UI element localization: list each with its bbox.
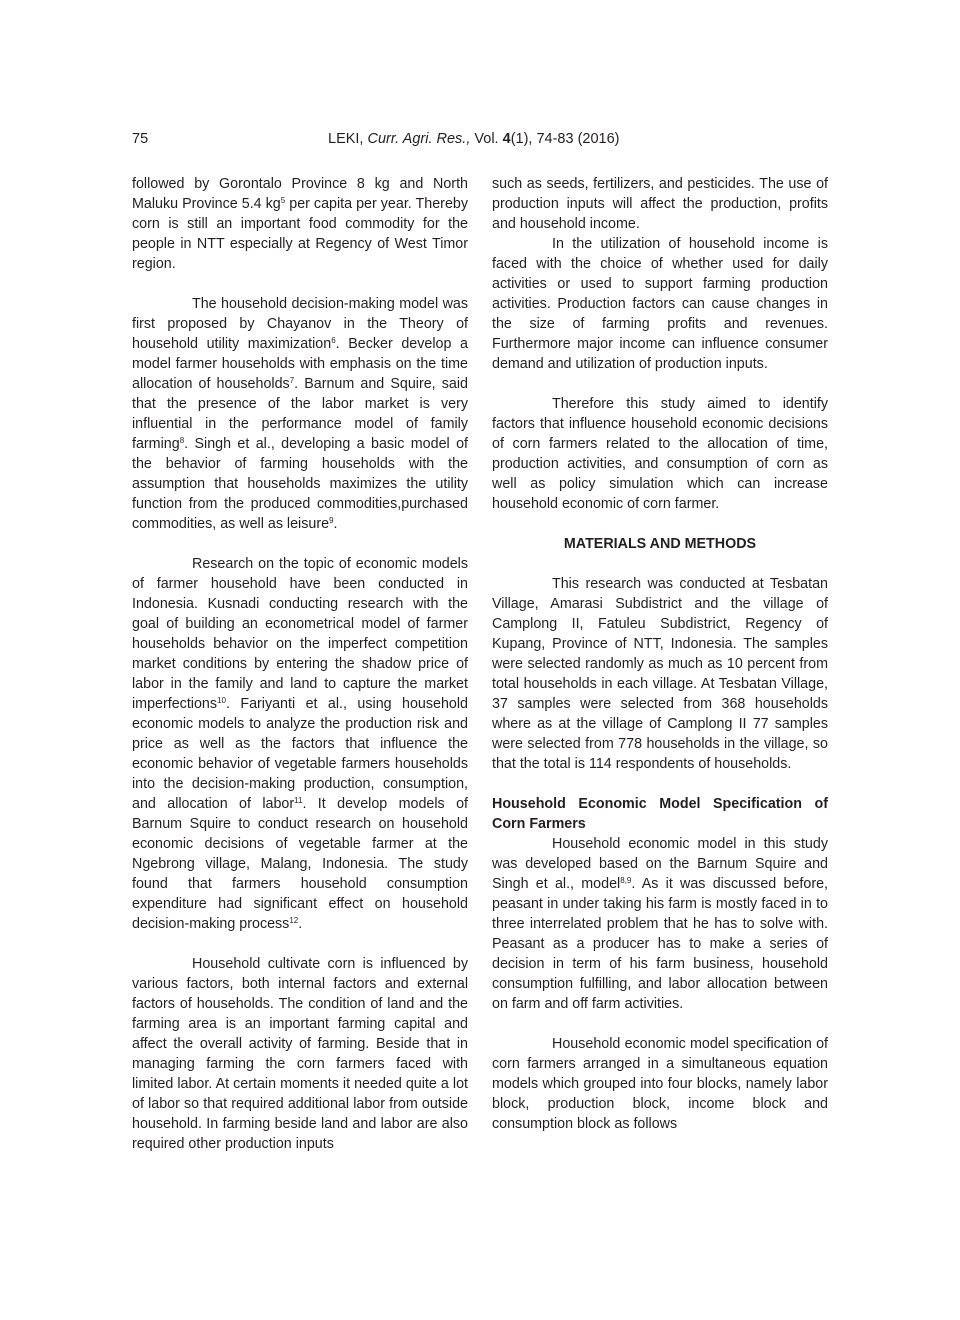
paragraph: This research was conducted at Tesbatan Village, Amarasi Subdistrict and the village of Camplong II, Fatuleu Subdistrict, Regency of Kupang, Province of NTT, Indonesia. The samples were selected randomly as much as 10 percent from total households in each village. At Tesbatan Village, 37 samples were selected from 368 households where as at the village of Camplong II 77 samples were selected from 778 households in the village, so that the total is 114 respondents of households. [492,576,828,772]
paragraph: Household economic model in this study was developed based on the Barnum Squire and Singh et al., model$^{8,9}$. As it was discussed before, peasant in under taking his farm is mostly faced in to three interrelated problem that he has to solve with. Peasant as a producer has to make a series of decision in term of his farm business, household consumption fulfilling, and labor allocation between on farm and off farm activities. [492,836,829,1012]
subsection-heading: Household Economic Model Specification of Corn Farmers [492,796,828,832]
citation-ref: 5 [280,196,286,205]
journal-name: Curr. Agri. Res., [367,131,471,147]
citation-ref: 10 [217,696,226,705]
citation-ref: 9 [329,516,334,525]
citation-ref: 7 [289,376,295,385]
paragraph: Household economic model specification of corn farmers arranged in a simultaneous equation models which grouped into four blocks, namely labor block, production block, income block and consumption block as follows [492,1036,828,1132]
left-column [132,174,468,1154]
volume: 4 [502,131,511,147]
journal-citation [328,129,620,149]
citation-ref: 12 [289,916,299,925]
citation-ref: 6 [331,336,336,345]
section-heading: MATERIALS AND METHODS [563,536,757,552]
paragraph: Research on the topic of economic models of farmer household have been conducted in Indonesia. Kusnadi conducting research with the goal of building an econometrical model of farmer households behavior on the imperfect competition market conditions by entering the shadow price of labor in the family and land to capture the market imperfections$^{10}$. Fariyanti et al., using household economic models to analyze the production risk and price as well as the factors that influence the economic behavior of vegetable farmers households into the decision-making production, consumption, and allocation of labor$^{11}$. It develop models of Barnum Squire to conduct research on household economic decisions of vegetable farmer at the Ngebrong village, Malang, Indonesia. The study found that farmers household consumption expenditure had significant effect on household decision-making process$^{12}$. [132,556,469,932]
citation-ref: 11 [294,796,303,805]
page-number: 75 [132,131,149,147]
paragraph: followed by Gorontalo Province 8 kg and North Maluku Province 5.4 $kg^5$ per capita per year. Thereby corn is still an important food commodity for the people in NTT especially at Regency of West Timor region. [132,176,468,272]
author: LEKI, [328,131,364,147]
issue-pages-year: (1), 74-83 (2016) [510,131,620,147]
vol-label: Vol. [474,131,499,147]
right-column [492,174,828,1134]
paragraph: Household cultivate corn is influenced by various factors, both internal factors and external factors of households. The condition of land and the farming area is an important farming capital and affect the overall activity of farming. Beside that in managing farming the corn farmers faced with limited labor. At certain moments it needed quite a lot of labor so that required additional labor from outside household. In farming beside land and labor are also required other production inputs [132,956,468,1152]
paragraph: The household decision-making model was first proposed by Chayanov in the Theory of household utility maximization$^6$. Becker develop a model farmer households with emphasis on the time allocation of households$^7$. Barnum and Squire, said that the presence of the labor market is very influential in the performance model of family farming$^8$. Singh et al., developing a basic model of the behavior of farming households with the assumption that households maximizes the utility function from the produced commodities,purchased commodities, as well as leisure$^9$. [132,296,468,532]
citation-ref: 8,9 [620,876,632,885]
paragraph: In the utilization of household income is faced with the choice of whether used for daily activities or used to support farming production activities. Production factors can cause changes in the size of farming profits and revenues. Furthermore major income can influence consumer demand and utilization of production inputs. [492,236,828,372]
paragraph: Therefore this study aimed to identify factors that influence household economic decisions of corn farmers related to the allocation of time, production activities, and consumption of corn as well as policy simulation which can increase household economic of corn farmer. [492,396,828,512]
paragraph: such as seeds, fertilizers, and pesticides. The use of production inputs will affect the production, profits and household income. [492,176,828,232]
citation-ref: 8 [179,436,185,445]
